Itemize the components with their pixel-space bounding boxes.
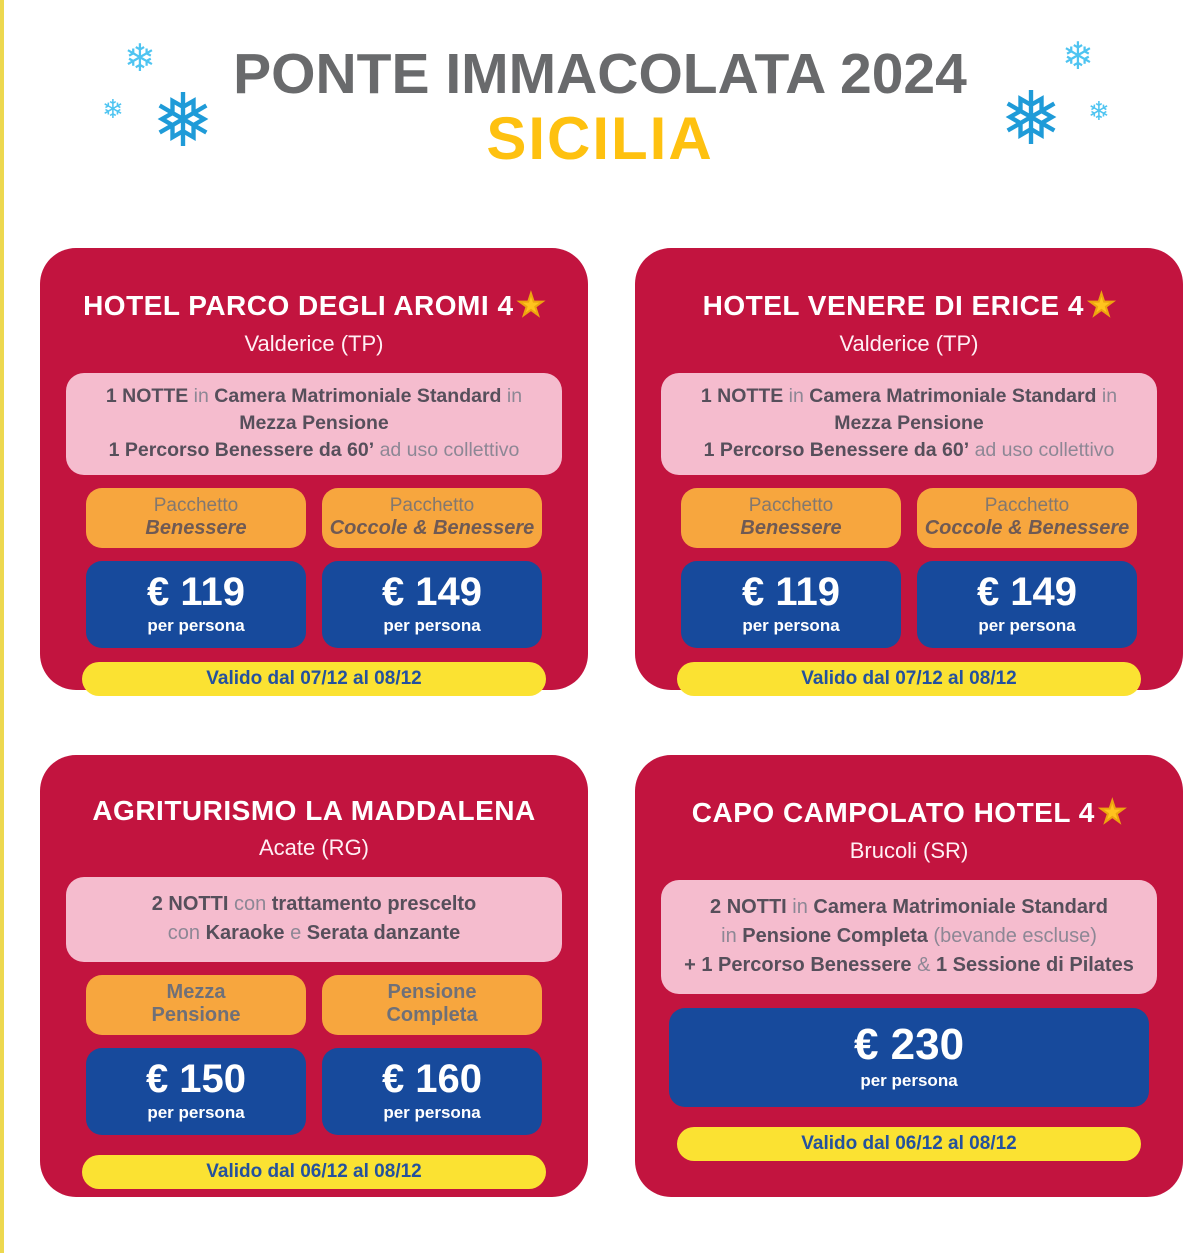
description-line: Mezza Pensione — [239, 412, 389, 434]
price-box — [86, 561, 306, 648]
hotel-name-text: CAPO CAMPOLATO HOTEL 4 — [691, 797, 1095, 828]
package-labels-row — [681, 488, 1137, 548]
hotel-name-text: HOTEL VENERE DI ERICE 4 — [702, 290, 1084, 321]
page-title: PONTE IMMACOLATA 2024 — [233, 42, 967, 106]
hotel-name — [40, 795, 588, 827]
price-amount: € 149 — [976, 570, 1078, 614]
offer-description — [661, 373, 1157, 475]
package-label-bottom: Completa — [386, 1004, 478, 1026]
package-label-bottom: Pensione — [151, 1004, 241, 1026]
price-amount: € 149 — [381, 570, 483, 614]
price-unit: per persona — [860, 1071, 958, 1091]
price-unit: per persona — [147, 616, 245, 635]
price-unit: per persona — [383, 1103, 481, 1122]
hotel-location: Brucoli (SR) — [849, 838, 969, 863]
price-box — [917, 561, 1137, 648]
package-label — [86, 975, 306, 1035]
package-labels-row — [86, 488, 542, 548]
star-icon: ★ — [1087, 289, 1116, 322]
hotel-location: Acate (RG) — [258, 835, 370, 860]
package-label — [86, 488, 306, 548]
hotel-location: Valderice (TP) — [244, 331, 384, 356]
hotel-card-la-maddalena — [40, 755, 588, 1197]
offers-grid — [40, 248, 1183, 1197]
price-amount: € 230 — [853, 1020, 965, 1069]
offer-description — [66, 373, 562, 475]
package-label-bottom: Benessere — [145, 517, 247, 539]
snowflake-icon: ❄ — [124, 38, 156, 80]
snowflake-icon: ❅ — [1000, 77, 1063, 160]
price-box — [86, 1048, 306, 1135]
package-label-bottom: Coccole & Benessere — [329, 517, 535, 539]
package-label-top: Pacchetto — [984, 495, 1070, 516]
price-row — [86, 561, 542, 648]
price-unit: per persona — [147, 1103, 245, 1122]
description-line: + 1 Percorso Benessere & 1 Sessione di Pilates — [684, 954, 1134, 976]
price-box — [322, 1048, 542, 1135]
price-unit: per persona — [383, 616, 481, 635]
price-unit: per persona — [978, 616, 1076, 635]
description-line: Mezza Pensione — [834, 412, 984, 434]
left-edge-line — [0, 0, 4, 1253]
star-icon: ★ — [517, 289, 545, 322]
description-line: con Karaoke e Serata danzante — [167, 922, 461, 944]
description-line: 1 Percorso Benessere da 60’ ad uso collettivo — [108, 439, 520, 461]
package-label — [917, 488, 1137, 548]
price-box — [681, 561, 901, 648]
price-amount: € 119 — [147, 570, 245, 614]
page-subtitle: SICILIA — [486, 105, 714, 172]
description-line: 2 NOTTI con trattamento prescelto — [151, 893, 477, 915]
description-line: 2 NOTTI in Camera Matrimoniale Standard — [710, 896, 1108, 918]
price-row — [86, 1048, 542, 1135]
hotel-card-venere-di-erice — [635, 248, 1183, 690]
package-label-top: Pacchetto — [389, 495, 475, 516]
package-label-bottom: Coccole & Benessere — [924, 517, 1130, 539]
package-label-top: Pensione — [387, 981, 477, 1003]
description-line: 1 NOTTE in Camera Matrimoniale Standard in — [700, 385, 1118, 407]
snowflake-icon: ❄ — [1062, 36, 1094, 78]
offer-description — [661, 880, 1157, 994]
validity-badge: Valido dal 07/12 al 08/12 — [677, 662, 1141, 696]
page-header — [0, 0, 1200, 172]
price-amount: € 150 — [145, 1057, 247, 1101]
validity-badge: Valido dal 06/12 al 08/12 — [82, 1155, 546, 1189]
price-unit: per persona — [742, 616, 840, 635]
package-label-top: Pacchetto — [153, 495, 239, 516]
snowflake-icon: ❄ — [102, 94, 124, 124]
price-amount: € 160 — [381, 1057, 483, 1101]
package-label — [681, 488, 901, 548]
hotel-name — [40, 288, 588, 323]
hotel-location: Valderice (TP) — [839, 331, 979, 356]
validity-badge: Valido dal 06/12 al 08/12 — [677, 1127, 1141, 1161]
hotel-name-text: HOTEL PARCO DEGLI AROMI 4 — [83, 290, 514, 321]
package-label — [322, 488, 542, 548]
offer-description — [66, 877, 562, 962]
description-line: 1 Percorso Benessere da 60’ ad uso collettivo — [703, 439, 1115, 461]
snowflake-icon: ❅ — [152, 79, 215, 162]
package-label-top: Mezza — [166, 981, 226, 1003]
snowflake-icon: ❄ — [1088, 96, 1110, 126]
hotel-name — [635, 288, 1183, 323]
description-line: 1 NOTTE in Camera Matrimoniale Standard in — [105, 385, 523, 407]
price-box — [322, 561, 542, 648]
package-label — [322, 975, 542, 1035]
hotel-card-capo-campolato — [635, 755, 1183, 1197]
price-row — [681, 561, 1137, 648]
validity-badge: Valido dal 07/12 al 08/12 — [82, 662, 546, 696]
package-label-bottom: Benessere — [740, 517, 842, 539]
price-box — [669, 1008, 1149, 1107]
star-icon: ★ — [1098, 796, 1127, 829]
hotel-card-parco-degli-aromi — [40, 248, 588, 690]
description-line: in Pensione Completa (bevande escluse) — [721, 925, 1097, 947]
package-label-top: Pacchetto — [748, 495, 834, 516]
hotel-name — [635, 795, 1183, 830]
price-amount: € 119 — [742, 570, 840, 614]
hotel-name-text: AGRITURISMO LA MADDALENA — [92, 795, 536, 826]
package-labels-row — [86, 975, 542, 1035]
